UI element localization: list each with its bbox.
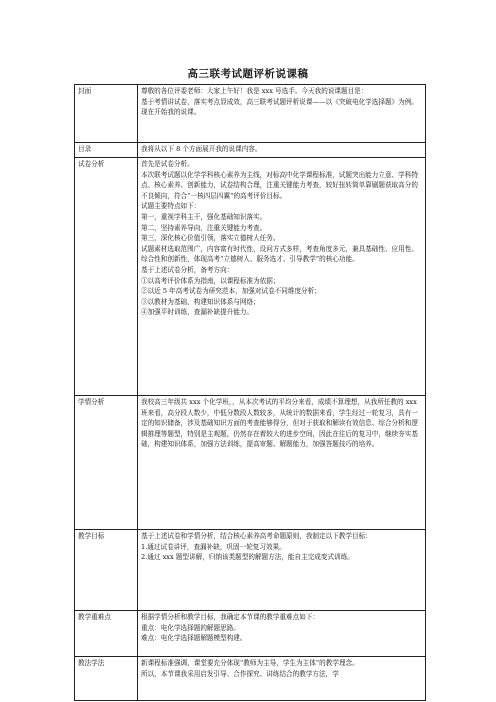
row-content bbox=[138, 530, 426, 611]
table-row-teaching-goals bbox=[75, 530, 426, 611]
page-title: 高三联考试题评析说课稿 bbox=[187, 68, 309, 80]
list-item: ④加强平时训练，查漏补缺提升能力。 bbox=[141, 308, 254, 317]
lesson-plan-table bbox=[74, 84, 426, 701]
row-label: 目录 bbox=[75, 143, 138, 158]
row-label: 教学目标 bbox=[75, 530, 138, 611]
table-row-teaching-methods bbox=[75, 657, 426, 701]
list-item: ②以近 5 年高考试卷为研究范本，加强对试卷不同维度分析； bbox=[141, 287, 321, 296]
paragraph: 试题素材选取范围广，内容富有时代性，设问方式多样，考查角度多元，兼具基础性、应用性、综合性和创新性，体现高考“立德树人、服务选才、引导教学”的核心功能。 bbox=[141, 244, 418, 264]
list-item: 1.通过试卷讲评，查漏补缺，巩固一轮复习效果。 bbox=[141, 542, 286, 551]
row-content bbox=[138, 396, 426, 530]
table-row-paper-analysis bbox=[75, 158, 426, 396]
row-content bbox=[138, 143, 426, 158]
paragraph: 第二，坚持素养导向，注重关键能力考查。 bbox=[141, 223, 267, 232]
paragraph: 基于上述试卷和学情分析，结合核心素养高考命题原则，我制定以下教学目标： bbox=[141, 532, 372, 540]
paragraph: 新课程标准强调，课堂要充分体现“教师为主导，学生为主体”的教学理念。 bbox=[141, 659, 359, 667]
list-item: ③以教材为基础，构建知识体系与网络； bbox=[141, 297, 260, 306]
table-row-toc bbox=[75, 143, 426, 158]
paragraph: 尊敬的各位评委老师：大家上午好！我是 xxx 号选手。今天我的说课题目是： bbox=[141, 87, 368, 95]
paragraph: 首先是试卷分析。 bbox=[141, 160, 194, 168]
list-item: 2.通过 xxx 题型讲解，归纳该类题型的解题方法，能自主完成变式训练。 bbox=[141, 553, 354, 562]
paragraph: 根据学情分析和教学目标，我确定本节课的教学重难点如下： bbox=[141, 613, 320, 621]
paragraph: 试题主要特点如下： bbox=[141, 202, 201, 211]
row-label: 教学重难点 bbox=[75, 611, 138, 657]
paragraph: 第三，深化核心价值引领，落实立德树人任务。 bbox=[141, 234, 280, 243]
row-content bbox=[138, 611, 426, 657]
paragraph: 我校高三年级共 xxx 个化学班，，从本次考试的平均分来看，成绩不算理想，从我所任教的 xxx 班来看，高分段人数少，中低分数段人数较多，从统计的数据来看，学生经过一轮复习，具有一定的知识储备，涉及基础知识方面的考查能够得分，但对于获取和解读有效信息、综合分析和逻辑推理等题型，特别是主观题，仍然存在着较大的进步空间，因此在往后的复习中，继续夯实基础，构建知识体系，加强方法训练，提高审题、解题能力，加强答题技巧的培养。 bbox=[141, 398, 418, 449]
row-label: 封面 bbox=[75, 85, 138, 143]
paragraph: 我将从以下 8 个方面展开我的说课内容。 bbox=[141, 145, 262, 153]
row-label: 学情分析 bbox=[75, 396, 138, 530]
row-label: 教法学法 bbox=[75, 657, 138, 701]
row-content bbox=[138, 158, 426, 396]
paragraph: 本次联考试题以化学学科核心素养为主线，对标高中化学课程标准，试题突出能力立意、学科特点、核心素养、创新能力，试卷结构合理，注重关键能力考查，较好扭转简单靠刷题获取高分的不良倾向，符合“一核四层四翼”的高考评价目标。 bbox=[141, 170, 418, 200]
table-row-student-analysis bbox=[75, 396, 426, 530]
row-content bbox=[138, 657, 426, 701]
paragraph: 基于上述试卷分析，备考方向： bbox=[141, 265, 234, 274]
paragraph: 难点：电化学选择题解题模型构建。 bbox=[141, 634, 247, 643]
row-label: 试卷分析 bbox=[75, 158, 138, 396]
paragraph: 基于考情讲试卷，落实考点显成效，高三联考试题评析说课——以《突破电化学选择题》为例。现在开始我的说课。 bbox=[141, 97, 418, 117]
table-row-key-points bbox=[75, 611, 426, 657]
row-content bbox=[138, 85, 426, 143]
table-row-cover bbox=[75, 85, 426, 143]
paragraph: 重点：电化学选择题的解题思路。 bbox=[141, 623, 240, 632]
list-item: ①以高考评价体系为指南，以课程标准为依据； bbox=[141, 276, 280, 285]
paragraph: 所以，本节课我采用启发引导、合作探究、讲练结合的教学方法，学 bbox=[141, 669, 339, 678]
paragraph: 第一，重视学科主干，强化基础知识落实。 bbox=[141, 212, 267, 221]
